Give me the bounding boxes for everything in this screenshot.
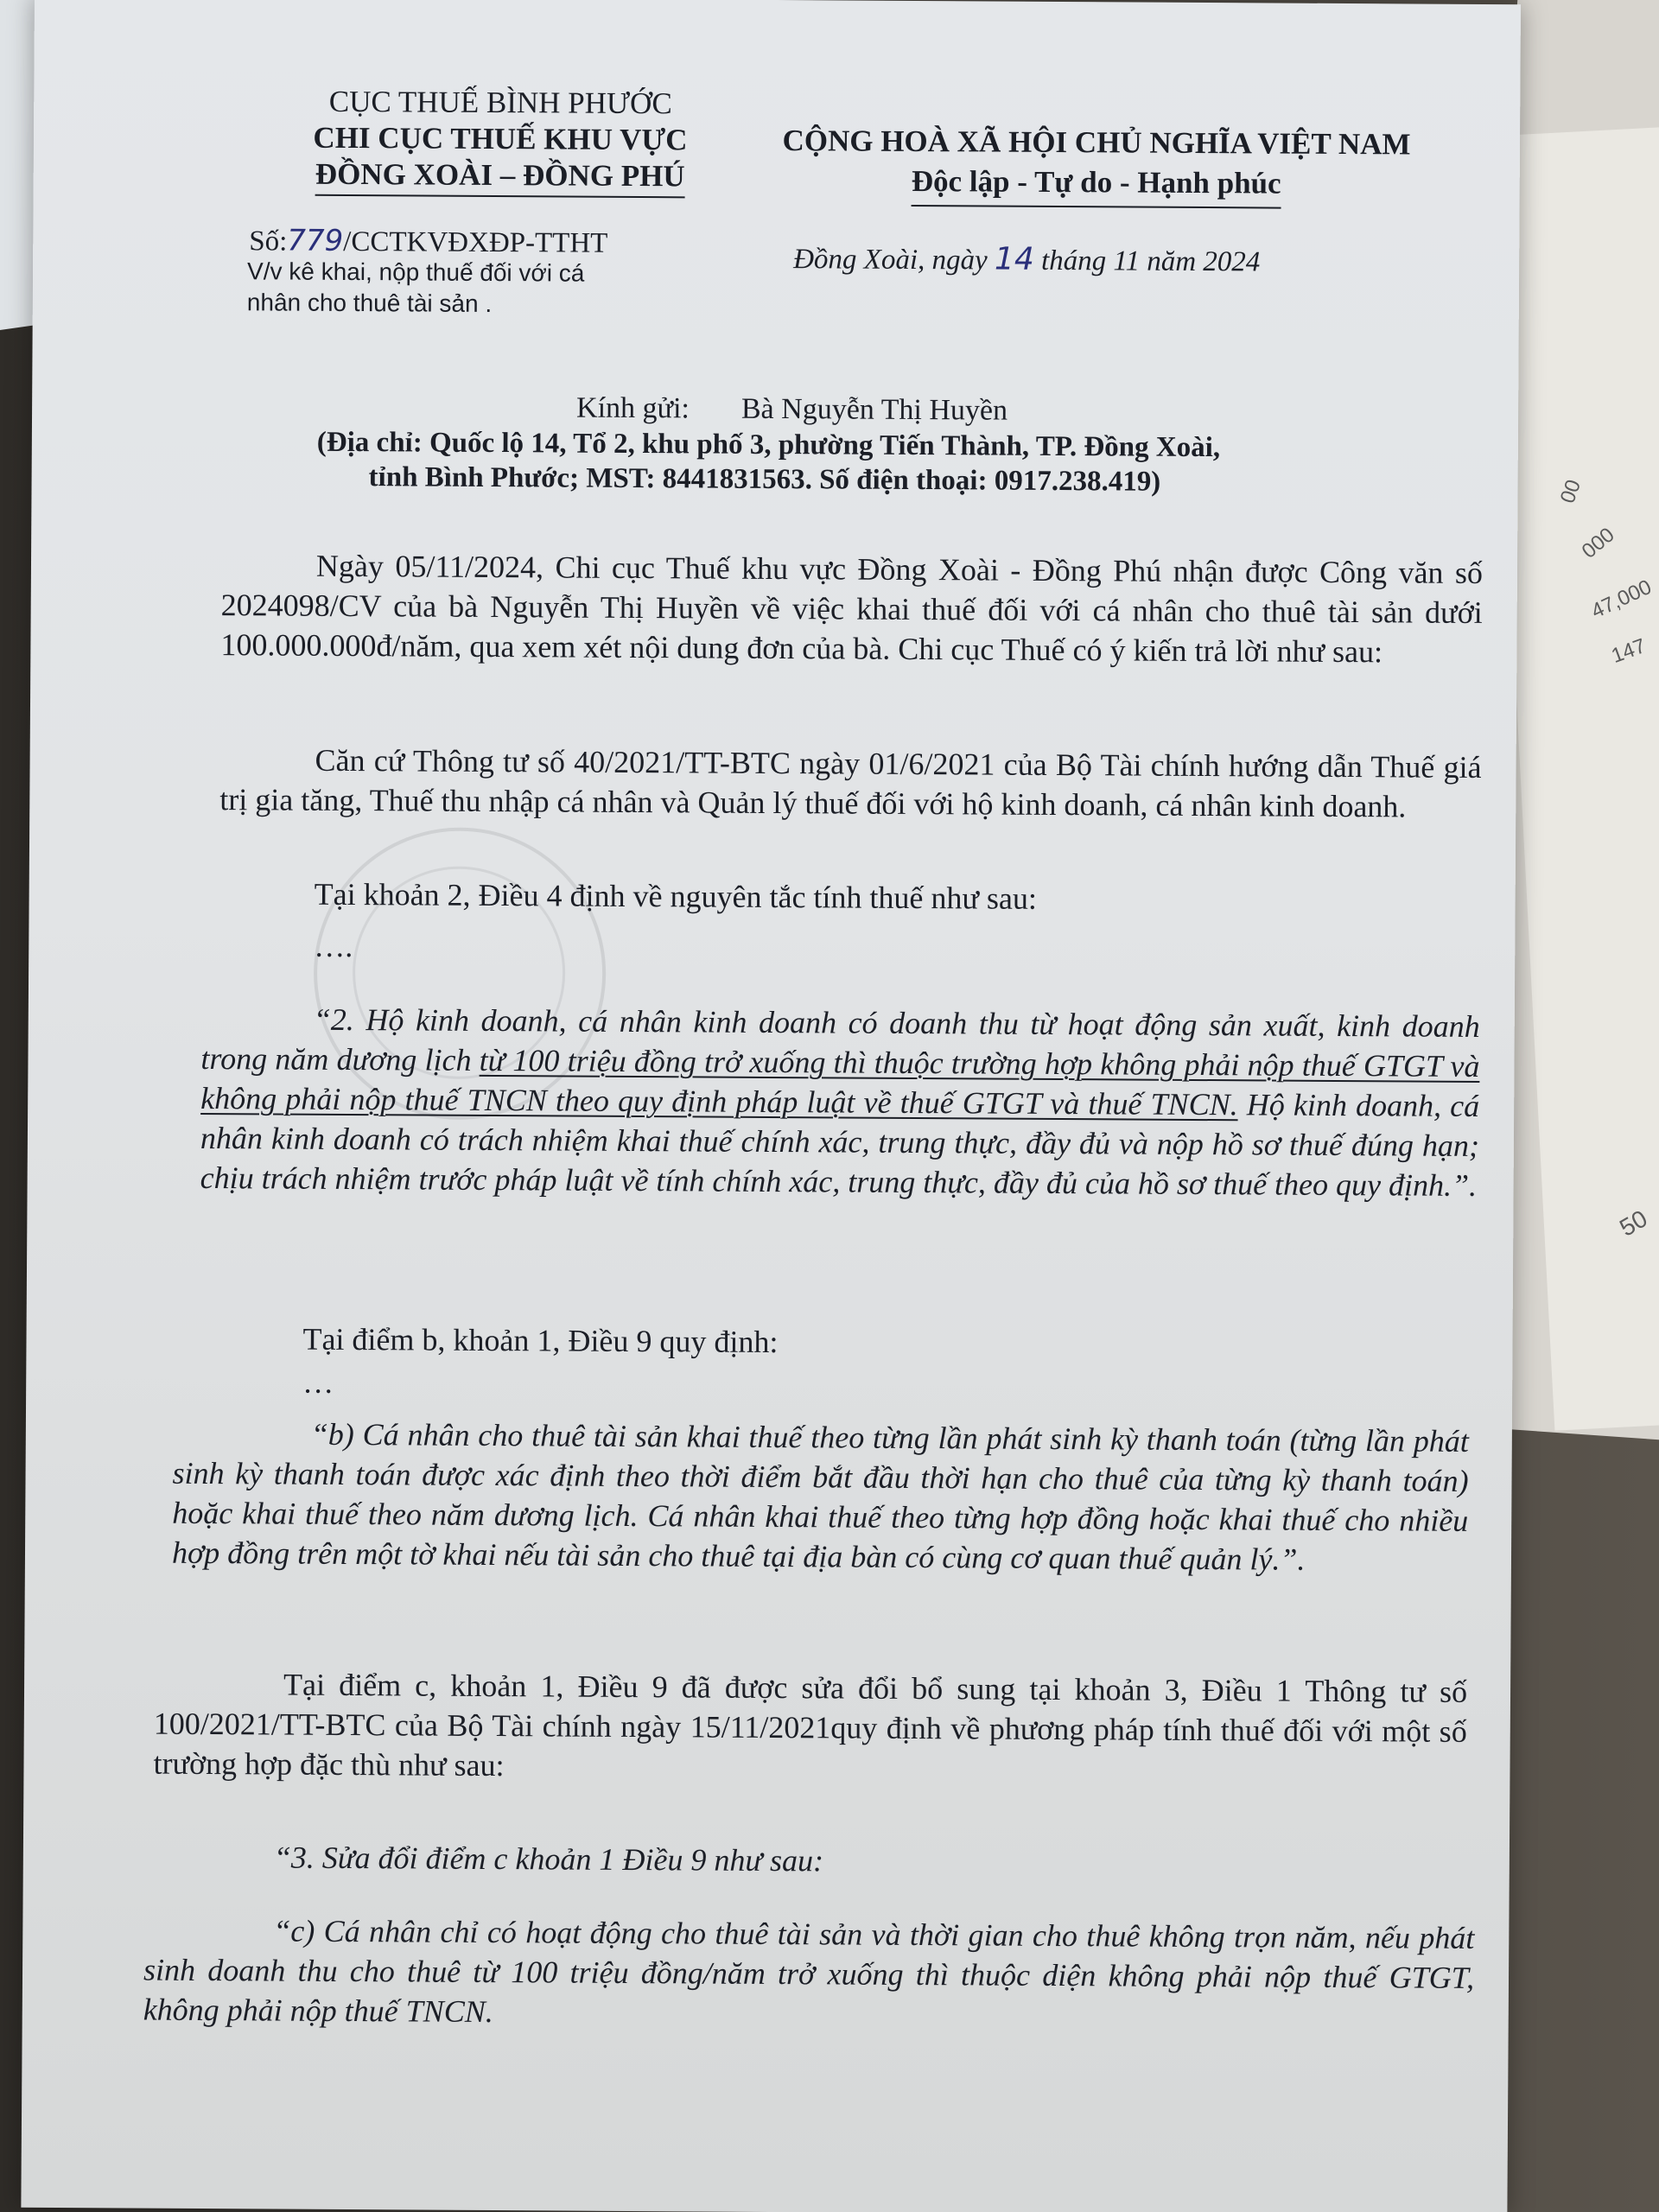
recipient-label: Kính gửi: xyxy=(575,391,690,425)
address-line-2: tỉnh Bình Phước; MST: 8441831563. Số điện thoại: 0917.238.419) xyxy=(368,461,1161,498)
recipient-line xyxy=(576,392,1007,428)
agency-name-line2: ĐỒNG XOÀI – ĐỒNG PHÚ xyxy=(315,156,685,199)
quote-point-c: “c) Cá nhân chỉ có hoạt động cho thuê tài sản và thời gian cho thuê không trọn năm, nếu phát sinh doanh thu cho thuê từ 100 triệu đồng/năm trở xuống thì thuộc diện không phải nộp thuế GTGT, không phải nộp thuế TNCN. xyxy=(143,1913,1475,2030)
margin-mark: 00 xyxy=(1555,476,1586,506)
number-suffix: /CCTKVĐXĐP-TTHT xyxy=(343,226,608,259)
margin-mark: 147 xyxy=(1608,633,1649,669)
recipient-address xyxy=(316,425,1440,501)
paragraph-received: Ngày 05/11/2024, Chi cục Thuế khu vực Đồng Xoài - Đồng Phú nhận được Công văn số 2024098/CV của bà Nguyễn Thị Huyền về việc khai thuế đối với cá nhân cho thuê tài sản dưới 100.000.000đ/năm, qua xem xét nội dung đơn của bà. Chi cục Thuế có ý kiến trả lời như sau: xyxy=(220,548,1484,670)
date-suffix: tháng 11 năm 2024 xyxy=(1040,245,1261,278)
paragraph-point-c-intro: Tại điểm c, khoản 1, Điều 9 đã được sửa đổi bổ sung tại khoản 3, Điều 1 Thông tư số 100/2021/TT-BTC của Bộ Tài chính ngày 15/11/2021quy định về phương pháp tính thuế đối với một số trường hợp đặc thù như sau: xyxy=(153,1667,1468,1783)
margin-mark: 50 xyxy=(1615,1205,1652,1242)
date-line xyxy=(793,240,1260,278)
subject-line xyxy=(247,256,731,321)
ellipsis: …. xyxy=(314,928,353,964)
handwritten-day: 14 xyxy=(994,241,1034,277)
ellipsis: … xyxy=(302,1364,334,1400)
quote-clause-2-end: Hộ kinh doanh, cá nhân kinh doanh có trách nhiệm khai thuế chính xác, trung thực, đầy đủ và nộp hồ sơ thuế đúng hạn; chịu trách nhiệm trước pháp luật về tính chính xác, trung thực, đầy đủ của hồ sơ thuế theo quy định.”. xyxy=(200,1087,1480,1203)
margin-mark: 000 xyxy=(1577,523,1619,563)
quote-clause-2 xyxy=(200,999,1480,1205)
letter-page xyxy=(21,0,1521,2212)
date-prefix: Đồng Xoài, ngày xyxy=(793,244,988,276)
quote-clause-2-underlined: từ 100 triệu đồng trở xuống thì thuộc trường hợp không phải nộp thuế GTGT và không phải nộp thuế TNCN theo quy định pháp luật về thuế GTGT và thuế TNCN. xyxy=(200,1042,1480,1122)
address-line-1: (Địa chỉ: Quốc lộ 14, Tổ 2, khu phố 3, phường Tiến Thành, TP. Đồng Xoài, xyxy=(316,426,1221,464)
margin-mark: 47,000 xyxy=(1587,575,1656,624)
quote-clause-2-start: “2. Hộ kinh doanh, cá nhân kinh doanh có doanh thu từ hoạt động sản xuất, kinh doanh trong năm dương lịch xyxy=(200,1001,1480,1077)
subject-line-2: nhân cho thuê tài sản . xyxy=(246,289,493,317)
paragraph-point-b-intro: Tại điểm b, khoản 1, Điều 9 quy định: xyxy=(302,1321,779,1360)
recipient-name: Bà Nguyễn Thị Huyền xyxy=(741,392,1008,427)
nation-title: CỘNG HOÀ XÃ HỘI CHỦ NGHĨA VIỆT NAM xyxy=(782,124,1411,162)
quote-amend-heading: “3. Sửa đổi điểm c khoản 1 Điều 9 như sau: xyxy=(273,1840,824,1878)
document-number xyxy=(249,223,607,260)
paragraph-basis: Căn cứ Thông tư số 40/2021/TT-BTC ngày 01/6/2021 của Bộ Tài chính hướng dẫn Thuế giá trị gia tăng, Thuế thu nhập cá nhân và Quản lý thuế đối với hộ kinh doanh, cá nhân kinh doanh. xyxy=(219,742,1482,824)
national-header xyxy=(742,121,1452,210)
quote-point-b: “b) Cá nhân cho thuê tài sản khai thuế theo từng lần phát sinh kỳ thanh toán (từng lần phát sinh kỳ thanh toán được xác định theo thời điểm bắt đầu thời hạn cho thuê của từng kỳ thanh toán) hoặc khai thuế theo năm dương lịch. Cá nhân khai thuế theo từng hợp đồng hoặc khai thuế cho nhiều hợp đồng trên một tờ khai nếu tài sản cho thuê tại địa bàn có cùng cơ quan thuế quản lý.”. xyxy=(171,1416,1469,1577)
subject-line-1: V/v kê khai, nộp thuế đối với cá xyxy=(246,257,585,287)
motto: Độc lập - Tự do - Hạnh phúc xyxy=(912,162,1281,209)
agency-name: CHI CỤC THUẾ KHU VỰC xyxy=(313,120,688,157)
handwritten-number: 779 xyxy=(287,223,344,258)
agency-parent: CỤC THUẾ BÌNH PHƯỚC xyxy=(328,84,672,121)
number-prefix: Số: xyxy=(249,226,288,257)
issuing-agency xyxy=(232,83,769,199)
paragraph-clause-intro: Tại khoản 2, Điều 4 định về nguyên tắc tính thuế như sau: xyxy=(314,876,1038,916)
